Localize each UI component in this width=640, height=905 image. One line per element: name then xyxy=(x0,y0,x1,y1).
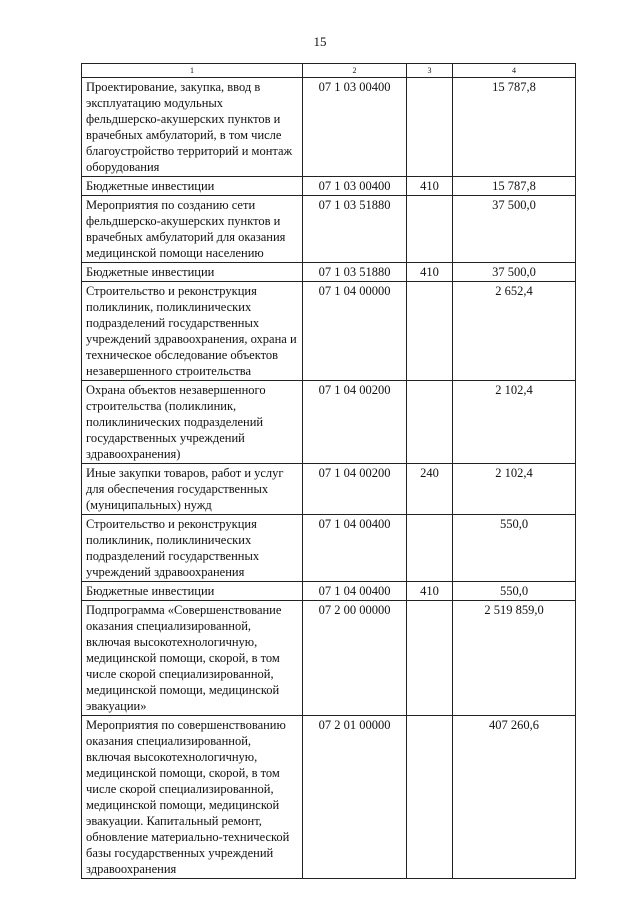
row-code: 07 1 04 00200 xyxy=(303,464,407,515)
row-amount: 37 500,0 xyxy=(453,196,576,263)
row-code: 07 1 04 00200 xyxy=(303,381,407,464)
row-name: Охрана объектов незавершенного строительства (поликлиник, поликлинических подразделений государственных учреждений здравоохранения) xyxy=(82,381,303,464)
row-code: 07 2 01 00000 xyxy=(303,716,407,879)
row-name: Проектирование, закупка, ввод в эксплуатацию модульных фельдшерско-акушерских пунктов и врачебных амбулаторий, в том числе благоустройство территорий и монтаж оборудования xyxy=(82,78,303,177)
row-amount: 2 519 859,0 xyxy=(453,601,576,716)
row-kind xyxy=(407,282,453,381)
row-name: Бюджетные инвестиции xyxy=(82,582,303,601)
row-amount: 407 260,6 xyxy=(453,716,576,879)
page-number: 15 xyxy=(313,34,327,49)
table-row xyxy=(82,78,576,177)
table-row xyxy=(82,381,576,464)
row-kind: 410 xyxy=(407,177,453,196)
row-kind xyxy=(407,381,453,464)
table-row xyxy=(82,464,576,515)
row-kind: 410 xyxy=(407,263,453,282)
row-kind xyxy=(407,716,453,879)
row-name: Мероприятия по созданию сети фельдшерско-акушерских пунктов и врачебных амбулаторий для оказания медицинской помощи населению xyxy=(82,196,303,263)
row-code: 07 1 03 51880 xyxy=(303,196,407,263)
row-code: 07 1 03 00400 xyxy=(303,177,407,196)
table-row xyxy=(82,515,576,582)
row-code: 07 1 04 00000 xyxy=(303,282,407,381)
row-name: Иные закупки товаров, работ и услуг для обеспечения государственных (муниципальных) нужд xyxy=(82,464,303,515)
row-code: 07 1 04 00400 xyxy=(303,515,407,582)
row-kind xyxy=(407,78,453,177)
row-name: Строительство и реконструкция поликлиник, поликлинических подразделений государственных учреждений здравоохранения xyxy=(82,515,303,582)
row-code: 07 1 03 51880 xyxy=(303,263,407,282)
header-col-4: 4 xyxy=(453,64,576,78)
row-kind: 410 xyxy=(407,582,453,601)
row-amount: 550,0 xyxy=(453,515,576,582)
row-amount: 15 787,8 xyxy=(453,78,576,177)
row-name: Строительство и реконструкция поликлиник, поликлинических подразделений государственных учреждений здравоохранения, охрана и техническое обследование объектов незавершенного строительства xyxy=(82,282,303,381)
row-amount: 2 102,4 xyxy=(453,464,576,515)
row-kind: 240 xyxy=(407,464,453,515)
row-amount: 2 102,4 xyxy=(453,381,576,464)
table-row xyxy=(82,196,576,263)
table-row xyxy=(82,716,576,879)
row-name: Подпрограмма «Совершенствование оказания специализированной, включая высокотехнологичную, медицинской помощи, скорой, в том числе скорой специализированной, медицинской помощи, медицинской эвакуации» xyxy=(82,601,303,716)
row-name: Бюджетные инвестиции xyxy=(82,263,303,282)
row-name: Бюджетные инвестиции xyxy=(82,177,303,196)
row-kind xyxy=(407,515,453,582)
table-row xyxy=(82,263,576,282)
table-row xyxy=(82,601,576,716)
table-header-row xyxy=(82,64,576,78)
table-row xyxy=(82,177,576,196)
header-col-1: 1 xyxy=(82,64,303,78)
table-row xyxy=(82,282,576,381)
row-amount: 15 787,8 xyxy=(453,177,576,196)
row-code: 07 1 04 00400 xyxy=(303,582,407,601)
row-name: Мероприятия по совершенствованию оказания специализированной, включая высокотехнологичную, медицинской помощи, скорой, в том числе скорой специализированной, медицинской помощи, медицинской эвакуации. Капитальный ремонт, обновление материально-технической базы государственных учреждений здравоохранения xyxy=(82,716,303,879)
table-row xyxy=(82,582,576,601)
header-col-3: 3 xyxy=(407,64,453,78)
row-kind xyxy=(407,196,453,263)
row-amount: 550,0 xyxy=(453,582,576,601)
header-col-2: 2 xyxy=(303,64,407,78)
row-code: 07 1 03 00400 xyxy=(303,78,407,177)
row-code: 07 2 00 00000 xyxy=(303,601,407,716)
budget-table xyxy=(81,63,576,879)
row-amount: 37 500,0 xyxy=(453,263,576,282)
row-kind xyxy=(407,601,453,716)
row-amount: 2 652,4 xyxy=(453,282,576,381)
